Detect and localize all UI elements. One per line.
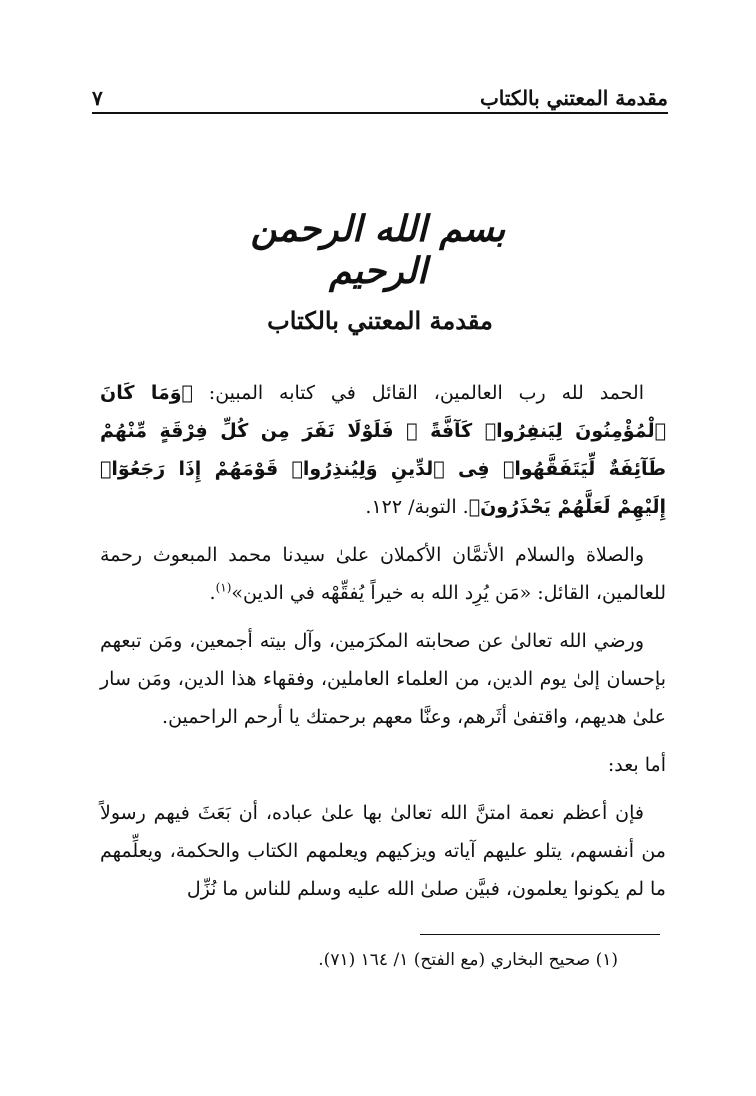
running-header-title: مقدمة المعتني بالكتاب — [479, 86, 668, 110]
footnote-rule — [420, 934, 660, 935]
header-rule — [92, 112, 668, 114]
quran-verse: ﴿وَمَا كَانَ ٱلْمُؤْمِنُونَ لِيَنفِرُوا۟ كَآفَّةً ۚ فَلَوْلَا نَفَرَ مِن كُلِّ فِرْقَةٍ مِّنْهُمْ طَآئِفَةٌ لِّيَتَفَقَّهُوا۟ فِى ٱلدِّينِ وَلِيُنذِرُوا۟ قَوْمَهُمْ إِذَا رَجَعُوٓا۟ إِلَيْهِمْ لَعَلَّهُمْ يَحْذَرُونَ﴾ — [100, 382, 666, 518]
basmala: بسم الله الرحمن الرحيم — [250, 208, 506, 292]
body-text — [100, 374, 666, 918]
paragraph-salutation — [100, 536, 666, 612]
section-heading: مقدمة المعتني بالكتاب — [267, 306, 493, 335]
footnote: (١) صحيح البخاري (مع الفتح) ١/ ١٦٤ (٧١). — [318, 950, 618, 970]
paragraph-main: فإن أعظم نعمة امتنَّ الله تعالىٰ بها علىٰ عباده، أن بَعَثَ فيهم رسولاً من أنفسهم، يتلو عليهم آياته ويزكيهم ويعلمهم الكتاب والحكمة، ويعلِّمهم ما لم يكونوا يعلمون، فبيَّن صلىٰ الله عليه وسلم للناس ما نُزِّل — [100, 802, 666, 900]
salutation-end: . — [209, 582, 216, 604]
paragraph-supplication: ورضي الله تعالىٰ عن صحابته المكرَمين، وآل بيته أجمعين، ومَن تبعهم بإحسان إلىٰ يوم الدين، من العلماء العاملين، وفقهاء هذا الدين، ومَن سار علىٰ هديهم، واقتفىٰ أثَرهم، وعنَّا معهم برحمتك يا أرحم الراحمين. — [100, 630, 666, 728]
praise-intro: الحمد لله رب العالمين، القائل في كتابه المبين: — [192, 382, 644, 404]
paragraph-praise — [100, 374, 666, 526]
page-number: ٧ — [92, 86, 103, 110]
paragraph-amma-bad: أما بعد: — [607, 754, 666, 776]
salutation-text: والصلاة والسلام الأتمَّان الأكملان علىٰ سيدنا محمد المبعوث رحمة للعالمين، القائل: «مَن يُرِد الله به خيراً يُفقِّهْه في الدين» — [100, 544, 666, 604]
footnote-marker: (١) — [215, 580, 232, 595]
verse-reference: . التوبة/ ١٢٢. — [365, 496, 469, 518]
running-header — [92, 76, 668, 110]
